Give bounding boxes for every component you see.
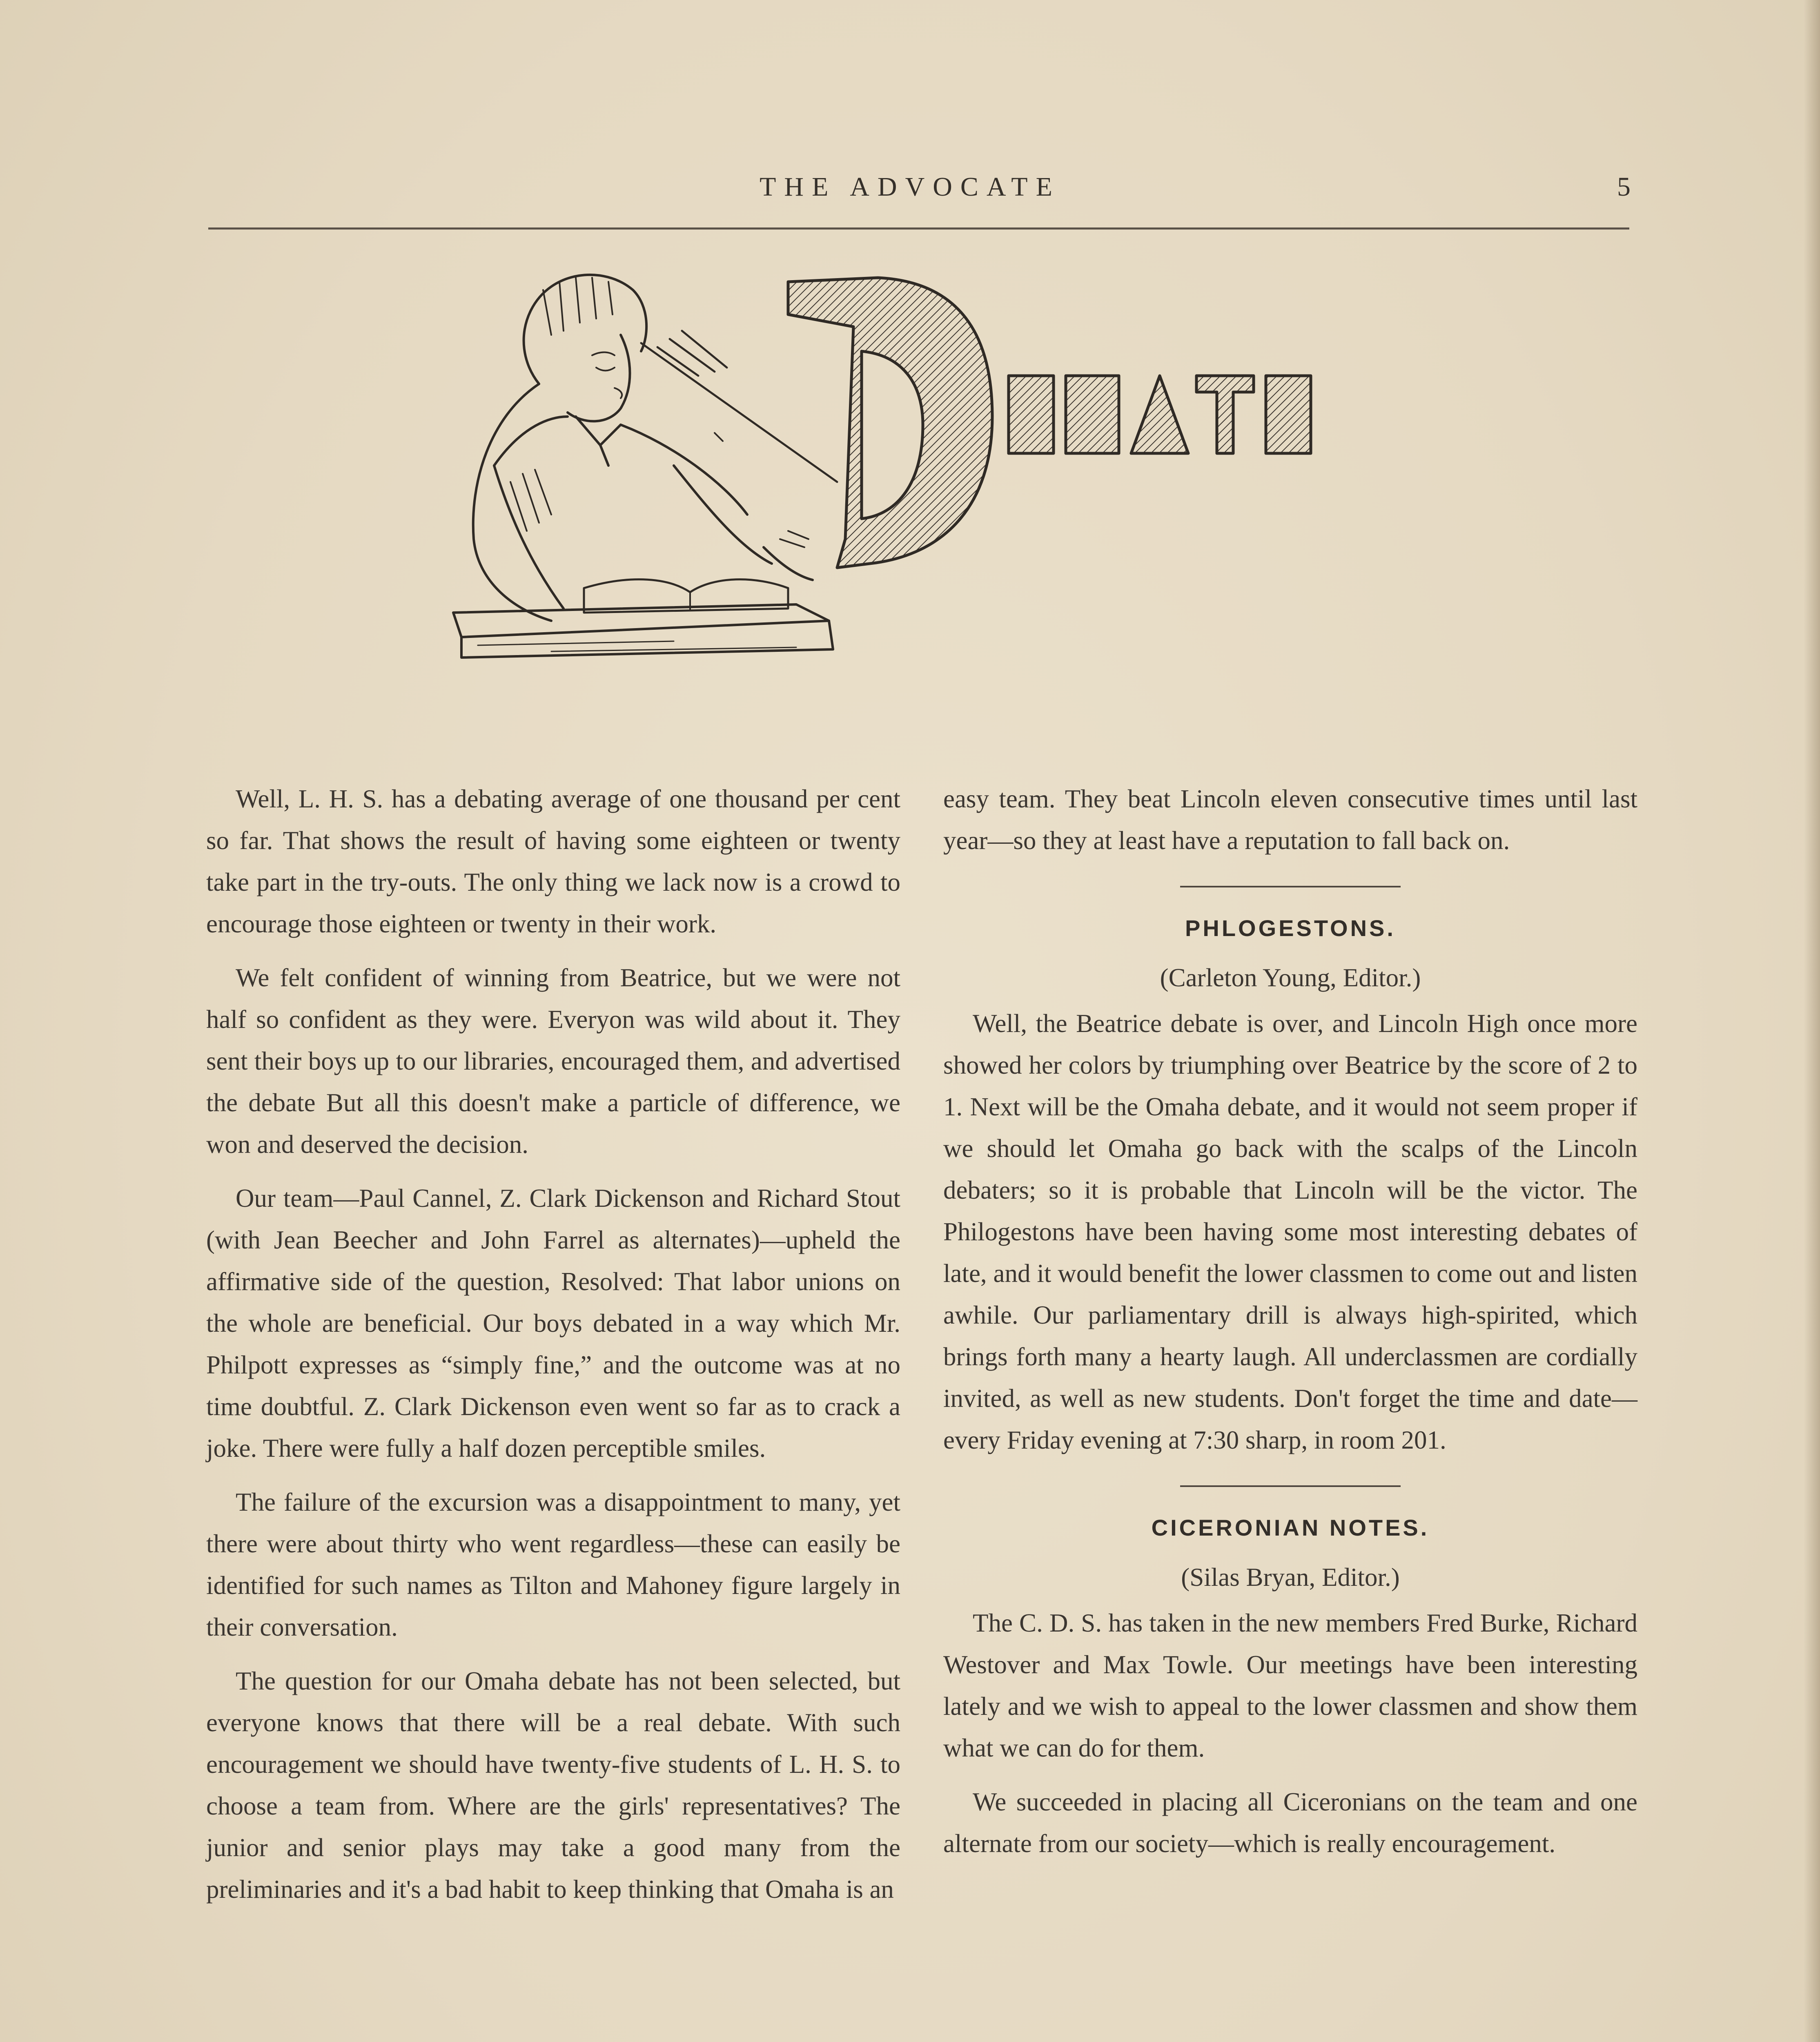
left-column [206, 778, 900, 1922]
paragraph: Well, the Beatrice debate is over, and Lincoln High once more showed her colors by triumphing over Beatrice by the score of 2 to 1. Next will be the Omaha debate, and it would not seem proper if we should let Omaha go back with the scalps of the Lincoln debaters; so it is probable that Lincoln will be the victor. The Philogestons have been having some most interesting debates of late, and it would benefit the lower classmen to come out and listen awhile. Our parliamentary drill is always high-spirited, which brings forth many a hearty laugh. All underclassmen are cordially invited, as well as new students. Don't forget the time and date—every Friday evening at 7:30 sharp, in room 201. [943, 1009, 1637, 1454]
page-edge-shadow [1804, 0, 1820, 2042]
paragraph: Well, L. H. S. has a debating average of one thousand per cent so far. That shows the result of having some eighteen or twenty take part in the try-outs. The only thing we lack now is a crowd to encourage those eighteen or twenty in their work. [206, 785, 900, 938]
running-head-title: THE ADVOCATE [760, 172, 1060, 202]
paragraph: The C. D. S. has taken in the new members Fred Burke, Richard Westover and Max Towle. Our meetings have been interesting lately and we wish to appeal to the lower classmen and show them what we can do for them. [943, 1609, 1637, 1762]
phlogestons-heading: PHLOGESTONS. [1185, 915, 1396, 941]
ciceronian-editor: (Silas Bryan, Editor.) [1181, 1563, 1400, 1592]
phlogestons-editor: (Carleton Young, Editor.) [1160, 963, 1421, 992]
debate-lettering [788, 278, 1311, 568]
student-reading-icon [453, 275, 837, 658]
page-number: 5 [1617, 172, 1631, 202]
paragraph: We felt confident of winning from Beatrice, but we were not half so confident as they were. Everyon was wild about it. They sent their boys up to our libraries, encouraged them, and advertised the debate But all this doesn't make a particle of difference, we won and deserved the decision. [206, 963, 900, 1159]
header-rule [208, 227, 1629, 230]
paragraph: We succeeded in placing all Ciceronians on the team and one alternate from our society—which is really encouragement. [943, 1788, 1637, 1858]
paragraph: The failure of the excursion was a disappointment to many, yet there were about thirty who went regardless—these can easily be identified for such names as Tilton and Mahoney figure largely in their conversation. [206, 1488, 900, 1641]
debate-illustration [429, 253, 1441, 735]
paragraph: Our team—Paul Cannel, Z. Clark Dickenson and Richard Stout (with Jean Beecher and John Farrel as alternates)—upheld the affirmative side of the question, Resolved: That labor unions on the whole are beneficial. Our boys debated in a way which Mr. Philpott expresses as “simply fine,” and the outcome was at no time doubtful. Z. Clark Dickenson even went so far as to crack a joke. There were fully a half dozen perceptible smiles. [206, 1184, 900, 1462]
ciceronian-heading: CICERONIAN NOTES. [1151, 1515, 1430, 1540]
right-column [943, 778, 1637, 1877]
paragraph: The question for our Omaha debate has not been selected, but everyone knows that there will be a real debate. With such encouragement we should have twenty-five students of L. H. S. to choose a team from. Where are the girls' representatives? The junior and senior plays may take a good many from the preliminaries and it's a bad habit to keep thinking that Omaha is an [206, 1667, 900, 1904]
continued-paragraph: easy team. They beat Lincoln eleven consecutive times until last year—so they at least have a reputation to fall back on. [943, 785, 1637, 855]
section-divider [1180, 1485, 1401, 1487]
section-divider [1180, 886, 1401, 887]
